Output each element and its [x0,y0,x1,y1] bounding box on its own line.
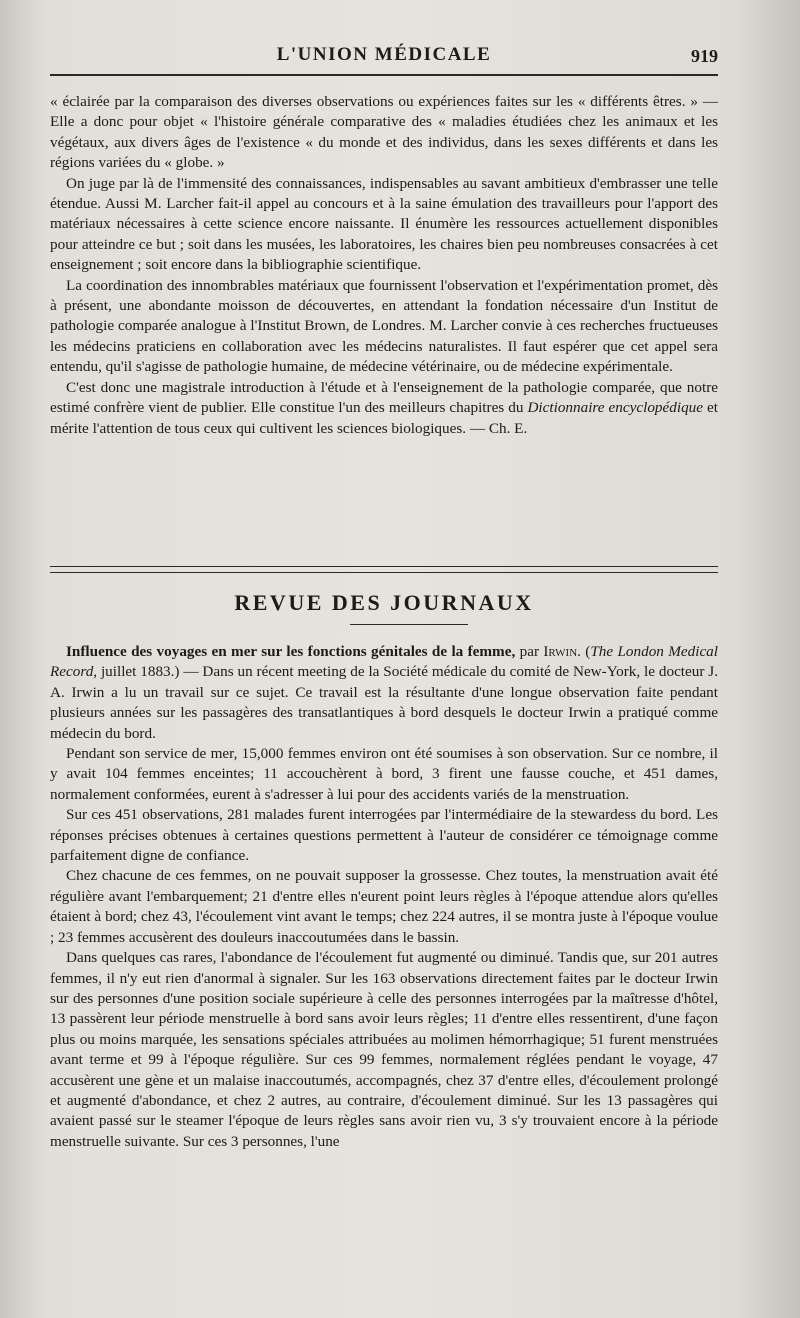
paragraph-closing [50,378,718,439]
article-paragraph: Pendant son service de mer, 15,000 femmes environ ont été soumises à son observation. Sur ce nombre, il y avait 104 femmes enceintes; 11 accouchèrent à bord, 3 firent une fausse couche, et 451 dames, normalement conformées, eurent à s'adresser à lui pour des accidents variés de la menstruation. [50,745,718,803]
article-title: Influence des voyages en mer sur les fonctions génitales de la femme, [66,643,516,660]
author-prefix: par [515,643,544,660]
article-paragraph: Chez chacune de ces femmes, on ne pouvait supposer la grossesse. Chez toutes, la menstruation avait été régulière avant l'embarquement; 21 d'entre elles n'eurent point leurs règles à l'époque attendue alors qu'elles étaient à bord; chez 43, l'écoulement vint avant le temps; chez 224 autres, il se montra juste à l'époque voulue ; 23 femmes accusèrent des douleurs inaccoutumées dans le bassin. [50,867,718,946]
paragraph-coordination: La coordination des innombrables matériaux que fournissent l'observation et l'expérimentation promet, dès à présent, une abondante moisson de découvertes, en attendant la fondation nécessaire d'un Institut de pathologie comparée analogue à l'Institut Brown, de Londres. M. Larcher convie à ces recherches fructueuses les médecins praticiens en collaboration avec les médecins naturalistes. Il faut espérer que cet appel sera entendu, qu'il s'agisse de pathologie humaine, de médecine vétérinaire, ou de médecine expérimentale. [50,276,718,376]
paragraph-knowledge: On juge par là de l'immensité des connaissances, indispensables au savant ambitieux d'embrasser une telle étendue. Aussi M. Larcher fait-il appel au concours et à la saine émulation des travailleurs pour l'apport des matériaux nécessaires à cette science encore naissante. Il énumère les ressources actuellement disponibles pour atteindre ce but ; soit dans les musées, les laboratoires, les chaires bien peu nombreuses consacrées à cet enseignement ; soit encore dans la bibliographie scientifique. [50,174,718,274]
header-rule [50,74,718,76]
article-paragraph: Dans quelques cas rares, l'abondance de l'écoulement fut augmenté ou diminué. Tandis que, sur 201 autres femmes, il n'y eut rien d'anormal à signaler. Sur les 163 observations directement faites par le docteur Irwin sur des personnes d'une position sociale supérieure à celle des personnes interrogées par la maîtresse d'hôtel, 13 passèrent leur période menstruelle à bord sans avoir leurs règles; 11 d'entre elles ressentirent, d'une façon plus ou moins marquée, les sensations spéciales attribuées au molimen hémorrhagique; 51 furent menstruées avant terme et 99 à l'époque régulière. Sur ces 99 femmes, normalement réglées pendant le voyage, 47 accusèrent une gène et un malaise inaccoutumés, accompagnés, chez 37 d'entre elles, d'écoulement prolongé et augmenté d'abondance, et chez 2 autres, au contraire, d'écoulement diminué. Sur les 13 passagères qui avaient passé sur le steamer l'époque de leurs règles sans avoir rien vu, 3 s'y trouvaient encore à la période menstruelle suivante. Sur ces 3 personnes, l'une [50,949,718,1150]
journal-review-article [50,642,718,1152]
section-title-rule [350,624,468,625]
closing-text-end: et mérite l'attention de tous ceux qui cultivent les sciences biologiques. — Ch. E. [50,399,718,437]
book-review-continuation [50,92,718,439]
page-header [50,40,718,70]
paragraph-quote-continuation: « éclairée par la comparaison des diverses observations ou expériences faites sur les « différents êtres. » — Elle a donc pour objet « l'histoire générale comparative des « maladies étudiées chez les animaux et les végétaux, aux divers âges de l'existence « du monde et des individus, dans les sexes différents et dans les régions variées du « globe. » [50,93,718,172]
article-paragraph: Sur ces 451 observations, 281 malades furent interrogées par l'intermédiaire de la stewardess du bord. Les réponses précises obtenues à certaines questions permettent à l'auteur de considérer ce témoignage comme parfaitement digne de confiance. [50,806,718,865]
closing-text-start: C'est donc une magistrale introduction à l'étude et à l'enseignement de la pathologie comparée, que notre estimé confrère vient de publier. Elle constitue l'un des meilleurs chapitres du [50,378,718,417]
page-number: 919 [691,46,718,66]
section-title: REVUE DES JOURNAUX [234,590,534,615]
article-intro-text: juillet 1883.) — Dans un récent meeting de la Société médicale du comité de New-York, le docteur J. A. Irwin a lu un travail sur ce sujet. Ce travail est la résultante d'une longue observation faite pendant plusieurs années sur les passagères des transatlantiques à bord desquels le docteur Irwin a pratiqué comme médecin du bord. [50,663,718,742]
source-journal: The London Medical Record, [50,643,718,681]
article-intro [50,642,718,744]
article-author: Irwin [543,643,578,660]
source-open: . ( [577,643,591,660]
section-divider [50,566,718,573]
dictionary-title: Dictionnaire encyclopédique [527,399,703,417]
running-title: L'UNION MÉDICALE [276,44,492,65]
